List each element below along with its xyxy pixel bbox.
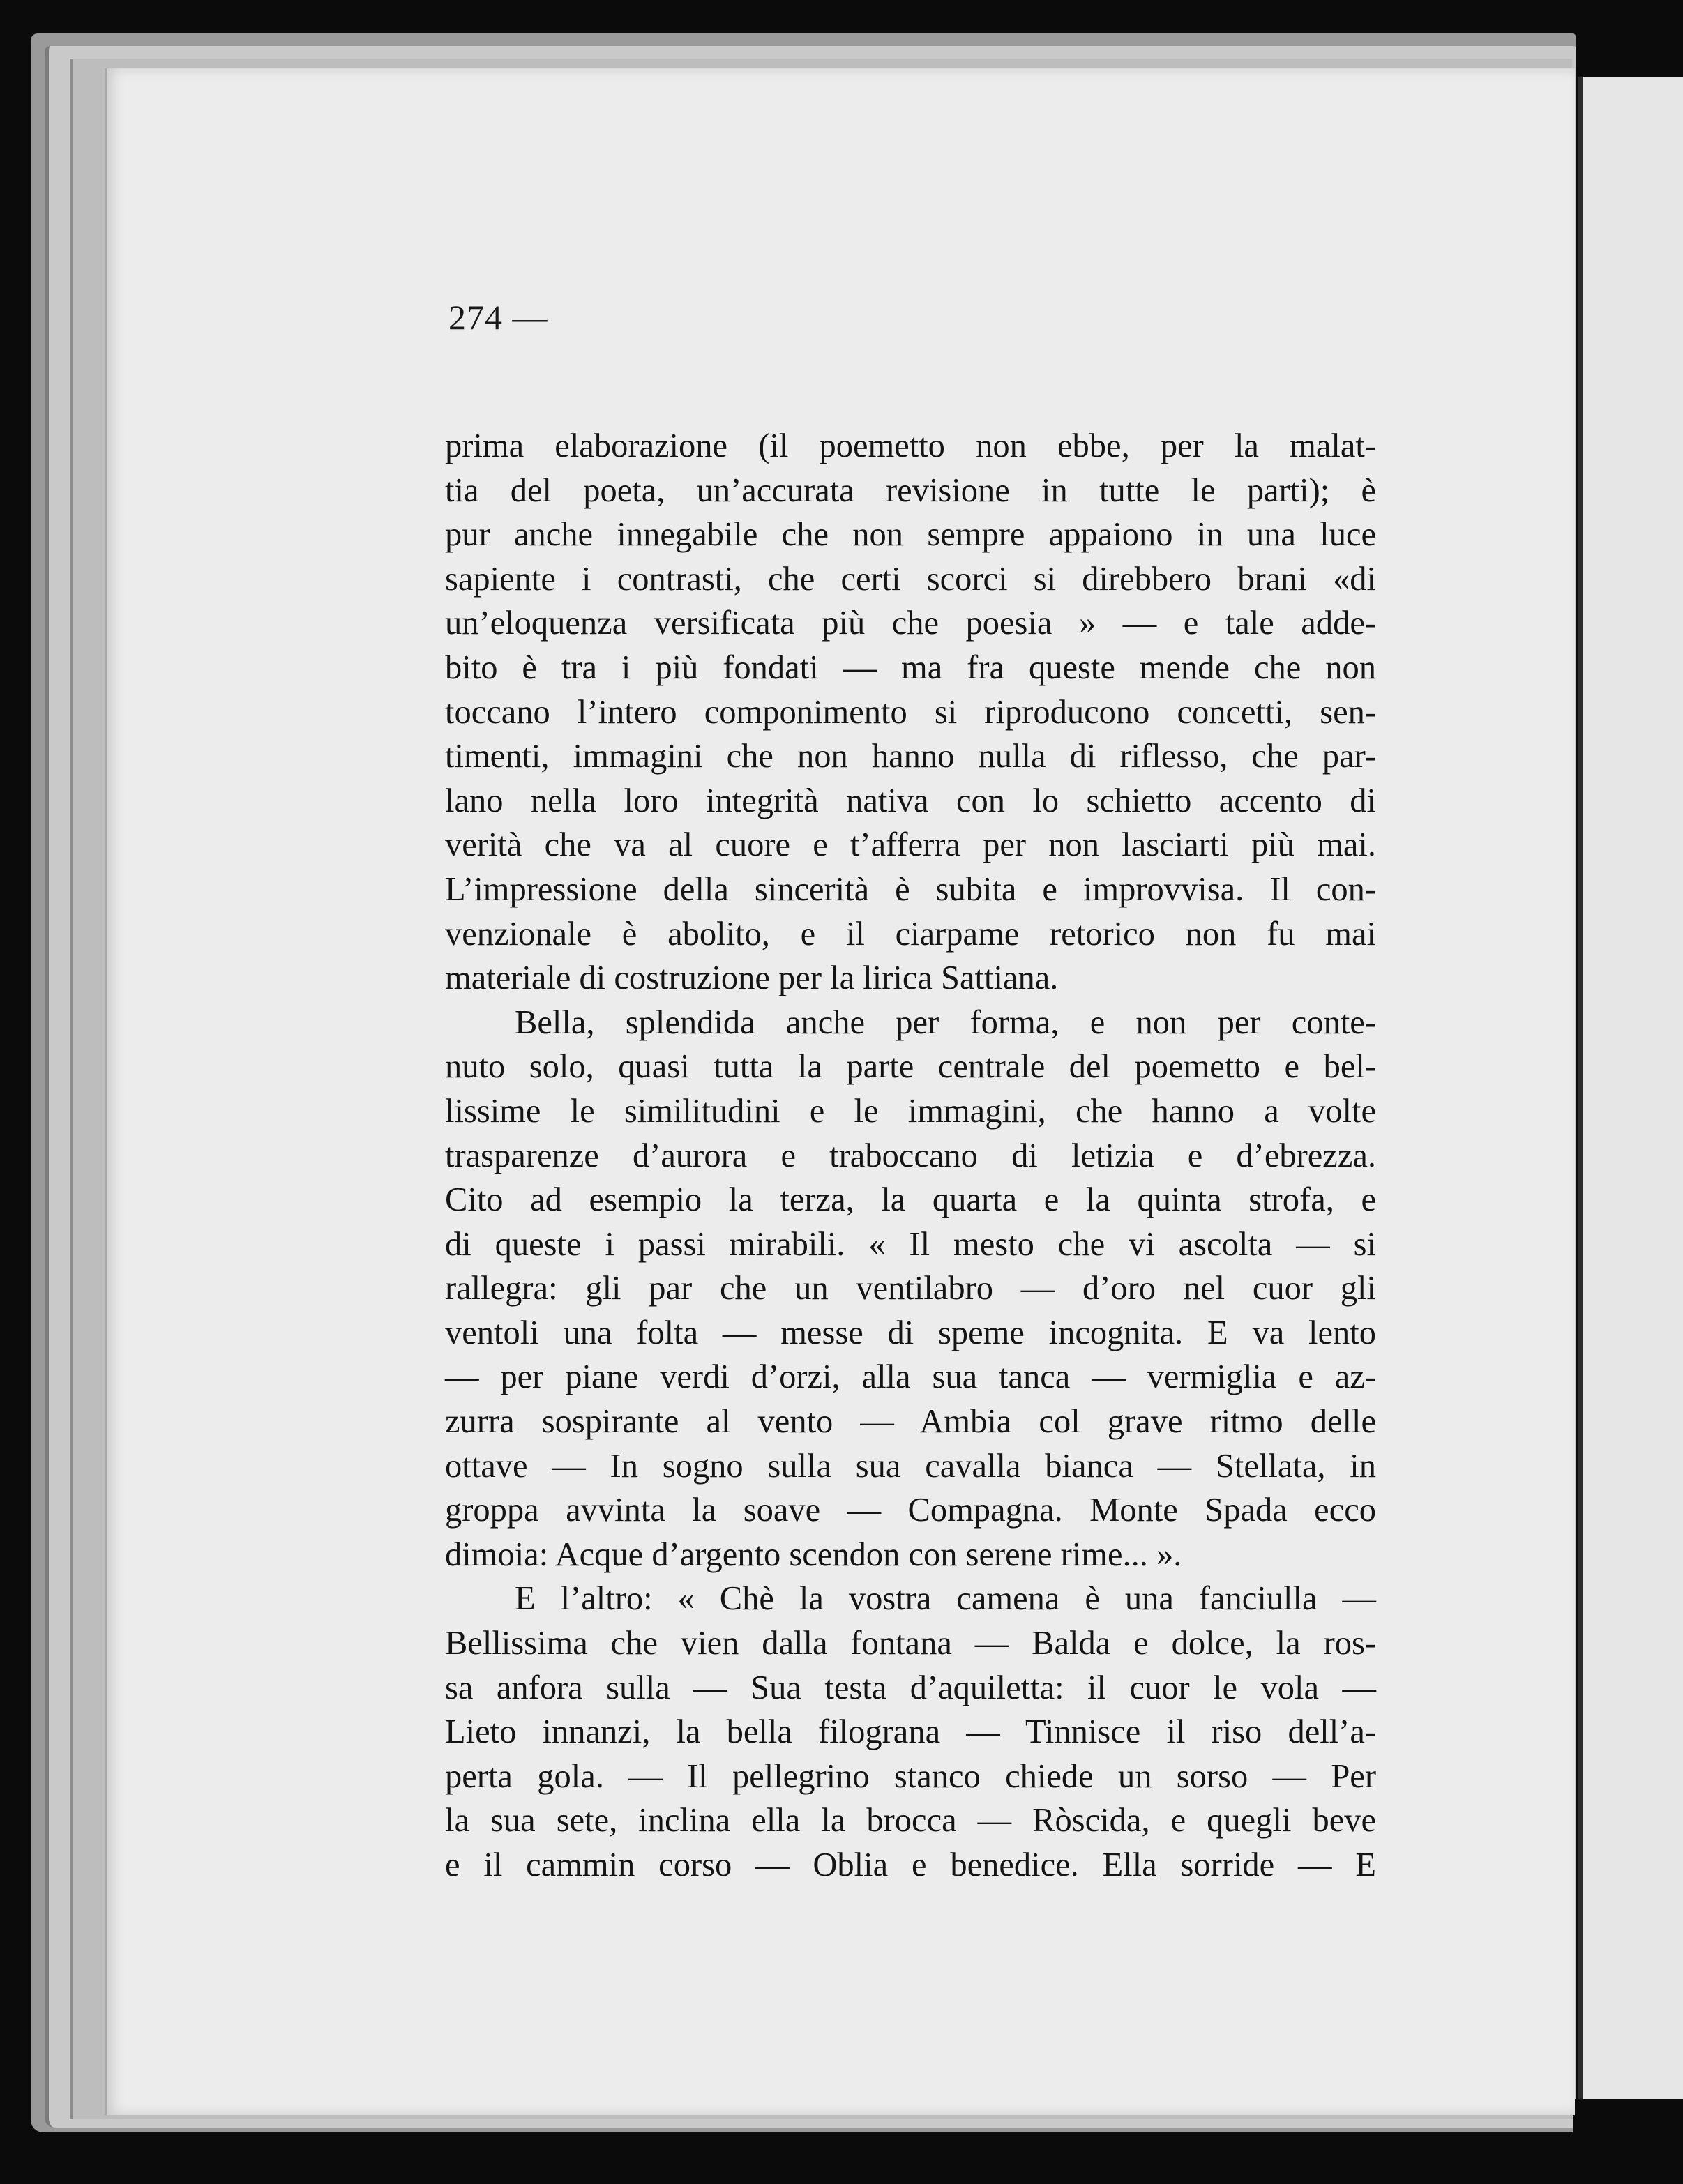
background-corner xyxy=(1573,2099,1683,2184)
text-line: verità che va al cuore e t’afferra per non lasciarti più mai. xyxy=(445,826,1376,864)
text-line: Lieto innanzi, la bella filograna — Tinnisce il riso dell’a- xyxy=(445,1713,1376,1751)
body-text xyxy=(445,424,1376,1888)
text-line: ventoli una folta — messe di speme incognita. E va lento xyxy=(445,1314,1376,1351)
text-line: toccano l’intero componimento si riproducono concetti, sen- xyxy=(445,693,1376,731)
text-line: e il cammin corso — Oblia e benedice. Ella sorride — E xyxy=(445,1846,1376,1883)
text-line: zurra sospirante al vento — Ambia col grave ritmo delle xyxy=(445,1403,1376,1441)
text-line: — per piane verdi d’orzi, alla sua tanca — vermiglia e az- xyxy=(445,1358,1376,1396)
text-line: prima elaborazione (il poemetto non ebbe, per la malat- xyxy=(445,427,1376,464)
text-line: sa anfora sulla — Sua testa d’aquiletta: il cuor le vola — xyxy=(445,1669,1376,1706)
text-line: L’impressione della sincerità è subita e improvvisa. Il con- xyxy=(445,870,1376,908)
text-line: Bella, splendida anche per forma, e non per conte- xyxy=(515,1003,1376,1041)
text-line: ottave — In sogno sulla sua cavalla bianca — Stellata, in xyxy=(445,1447,1376,1485)
text-line: venzionale è abolito, e il ciarpame retorico non fu mai xyxy=(445,915,1376,953)
text-line: dimoia: Acque d’argento scendon con serene rime... ». xyxy=(445,1535,1182,1573)
text-line: trasparenze d’aurora e traboccano di letizia e d’ebrezza. xyxy=(445,1137,1376,1174)
text-line: Bellissima che vien dalla fontana — Balda e dolce, la ros- xyxy=(445,1625,1376,1662)
text-line: tia del poeta, un’accurata revisione in tutte le parti); è xyxy=(445,471,1376,509)
text-line: materiale di costruzione per la lirica Sattiana. xyxy=(445,960,1059,997)
text-line: groppa avvinta la soave — Compagna. Monte Spada ecco xyxy=(445,1492,1376,1529)
text-line: pur anche innegabile che non sempre appaiono in una luce xyxy=(445,516,1376,554)
text-line: un’eloquenza versificata più che poesia » — e tale adde- xyxy=(445,605,1376,642)
text-line: E l’altro: « Chè la vostra camena è una fanciulla — xyxy=(515,1580,1376,1618)
text-line: di queste i passi mirabili. « Il mesto che vi ascolta — si xyxy=(445,1225,1376,1263)
text-line: lano nella loro integrità nativa con lo schietto accento di xyxy=(445,782,1376,819)
text-line: lissime le similitudini e le immagini, che hanno a volte xyxy=(445,1092,1376,1130)
text-line: perta gola. — Il pellegrino stanco chiede un sorso — Per xyxy=(445,1757,1376,1795)
page-number: 274 — xyxy=(448,298,548,337)
facing-page-edge xyxy=(1578,77,1683,2099)
text-line: nuto solo, quasi tutta la parte centrale del poemetto e bel- xyxy=(445,1048,1376,1086)
text-line: bito è tra i più fondati — ma fra queste mende che non xyxy=(445,649,1376,686)
text-line: rallegra: gli par che un ventilabro — d’oro nel cuor gli xyxy=(445,1270,1376,1307)
text-line: sapiente i contrasti, che certi scorci si direbbero brani «di xyxy=(445,560,1376,598)
text-line: timenti, immagini che non hanno nulla di riflesso, che par- xyxy=(445,738,1376,775)
text-line: la sua sete, inclina ella la brocca — Ròscida, e quegli beve xyxy=(445,1802,1376,1840)
text-line: Cito ad esempio la terza, la quarta e la quinta strofa, e xyxy=(445,1181,1376,1219)
